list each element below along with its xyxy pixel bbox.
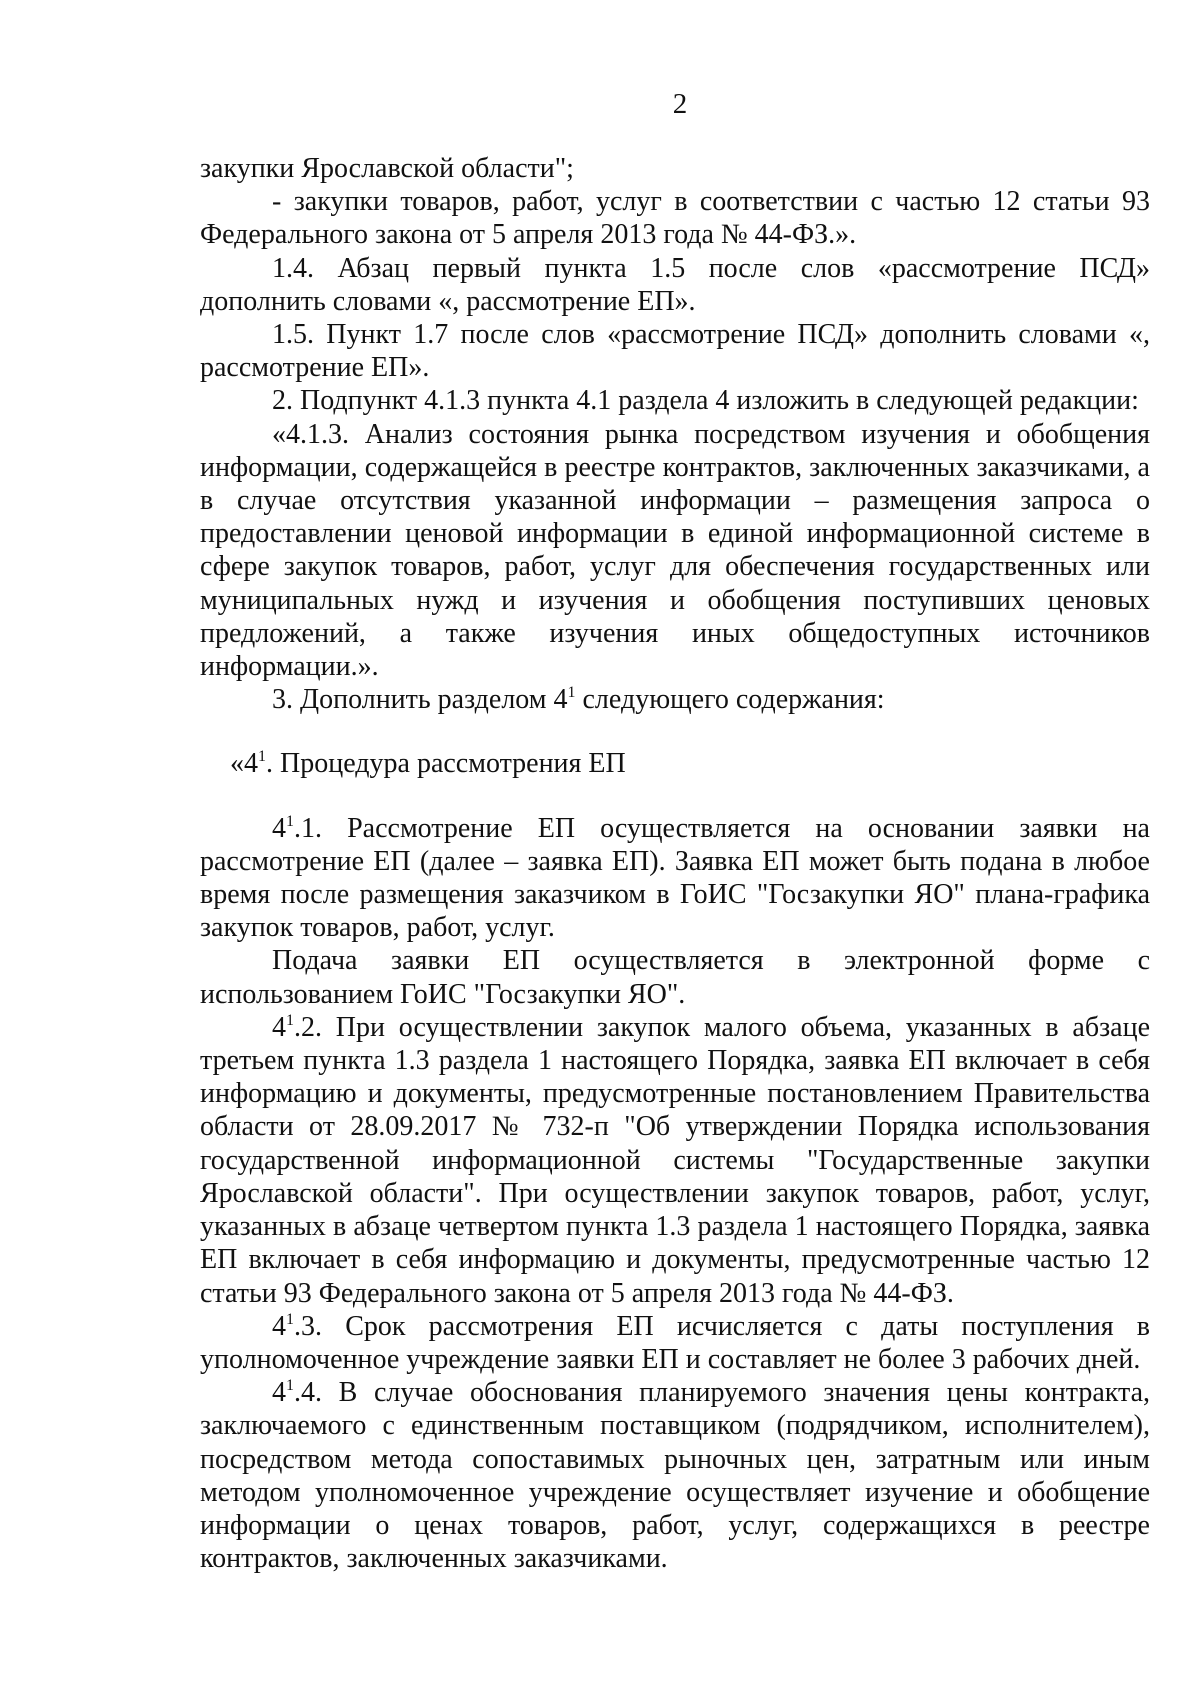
section-item (200, 1310, 1150, 1376)
item-number: 4 (272, 1310, 286, 1342)
superscript: 1 (286, 1310, 294, 1328)
paragraph: - закупки товаров, работ, услуг в соответствии с частью 12 статьи 93 Федерального закона от 5 апреля 2013 года № 44-ФЗ.». (200, 186, 1150, 251)
document-body (200, 152, 1150, 1575)
heading-text: . Процедура рассмотрения ЕП (266, 748, 626, 780)
section-item (200, 944, 1150, 1010)
item-number: 4 (272, 1011, 286, 1043)
page-number: 2 (672, 88, 688, 120)
superscript: 1 (286, 812, 294, 830)
paragraph-text: 3. Дополнить разделом 4 (272, 684, 568, 716)
paragraph (200, 683, 1150, 716)
superscript: 1 (567, 684, 576, 702)
superscript: 1 (286, 1011, 294, 1029)
item-text: .2. При осуществлении закупок малого объема, указанных в абзаце третьем пункта 1.3 раздела 1 настоящего Порядка, заявка ЕП включает в себя информацию и документы, предусмотренные постановлением Правительства области от 28.09.2017 № 732-п "Об утверждении Порядка использования государственной информационной системы "Государственные закупки Ярославской области". При осуществлении закупок товаров, работ, услуг, указанных в абзаце четвертом пункта 1.3 раздела 1 настоящего Порядка, заявка ЕП включает в себя информацию и документы, предусмотренные частью 12 статьи 93 Федерального закона от 5 апреля 2013 года № 44-ФЗ. (200, 1011, 1150, 1309)
item-number: 4 (272, 1377, 286, 1409)
paragraph: закупки Ярославской области"; (200, 153, 574, 184)
item-text: .1. Рассмотрение ЕП осуществляется на основании заявки на рассмотрение ЕП (далее – заявка ЕП). Заявка ЕП может быть подана в любое время после размещения заказчиком в ГоИС "Госзакупки ЯО" плана-графика закупок товаров, работ, услуг. (200, 812, 1150, 944)
item-text: Подача заявки ЕП осуществляется в электронной форме с использованием ГоИС "Госзакупки ЯО". (200, 945, 1150, 1010)
paragraph-text: следующего содержания: (575, 684, 885, 716)
item-number: 4 (272, 812, 286, 844)
paragraph: «4.1.3. Анализ состояния рынка посредством изучения и обобщения информации, содержащейся в реестре контрактов, заключенных заказчиками, а в случае отсутствия указанной информации – размещения запроса о предоставлении ценовой информации в единой информационной системе в сфере закупок товаров, работ, услуг для обеспечения государственных или муниципальных нужд и изучения и обобщения поступивших ценовых предложений, а также изучения иных общедоступных источников информации.». (200, 418, 1150, 683)
superscript: 1 (286, 1377, 294, 1395)
paragraph: 2. Подпункт 4.1.3 пункта 4.1 раздела 4 изложить в следующей редакции: (272, 385, 1139, 417)
section-item (200, 1376, 1150, 1575)
paragraph: 1.4. Абзац первый пункта 1.5 после слов «рассмотрение ПСД» дополнить словами «, рассмотрение ЕП». (200, 252, 1150, 317)
item-text: .3. Срок рассмотрения ЕП исчисляется с даты поступления в уполномоченное учреждение заявки ЕП и составляет не более 3 рабочих дней. (200, 1310, 1150, 1375)
item-text: .4. В случае обоснования планируемого значения цены контракта, заключаемого с единственным поставщиком (подрядчиком, исполнителем), посредством метода сопоставимых рыночных цен, затратным или иным методом уполномоченное учреждение осуществляет изучение и обобщение информации о ценах товаров, работ, услуг, содержащихся в реестре контрактов, заключенных заказчиками. (200, 1377, 1150, 1575)
heading-text: «4 (230, 748, 258, 780)
section-item (200, 812, 1150, 945)
superscript: 1 (258, 748, 266, 766)
section-item (200, 1011, 1150, 1310)
paragraph: 1.5. Пункт 1.7 после слов «рассмотрение ПСД» дополнить словами «, рассмотрение ЕП». (200, 319, 1150, 384)
section-heading (200, 747, 1150, 780)
